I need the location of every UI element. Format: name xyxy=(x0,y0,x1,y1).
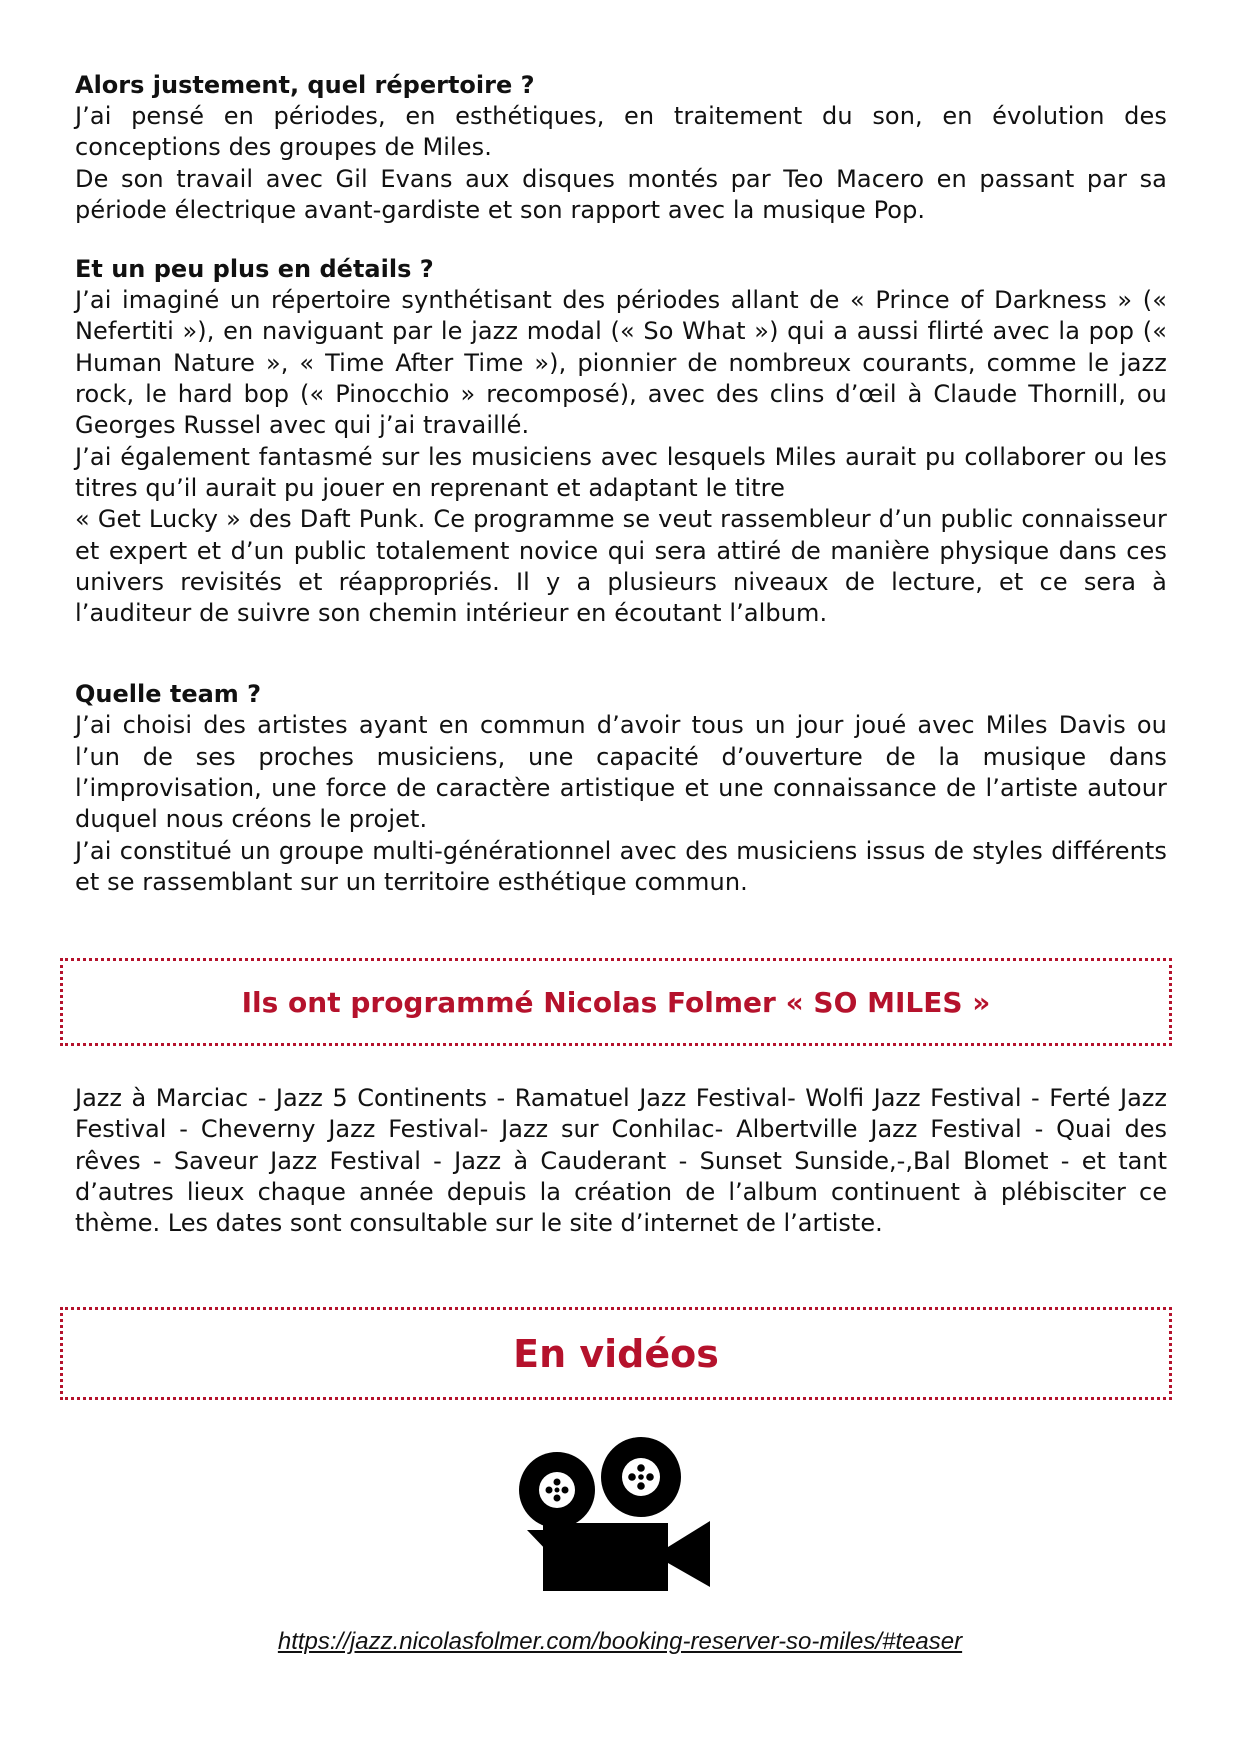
paragraph: De son travail avec Gil Evans aux disques montés par Teo Macero en passant par sa période électrique avant-gardiste et son rapport avec la musique Pop. xyxy=(75,164,1167,224)
paragraph: J’ai choisi des artistes ayant en commun d’avoir tous un jour joué avec Miles Davis ou l’un de ses proches musiciens, une capacité d’ouverture de la musique dans l’improvisation, une force de caractère artistique et une connaissance de l’artiste autour duquel nous créons le projet. xyxy=(75,711,1167,834)
paragraph: « Get Lucky » des Daft Punk. Ce programme se veut rassembleur d’un public connaisseur et expert et d’un public totalement novice qui sera attiré de manière physique dans ces univers revisités et réappropriés. Il y a plusieurs niveaux de lecture, et ce sera à l’auditeur de suivre son chemin intérieur en écoutant l’album. xyxy=(75,505,1167,628)
section-team xyxy=(75,679,1167,898)
section-heading: Et un peu plus en détails ? xyxy=(75,255,434,284)
programmed-title: Ils ont programmé Nicolas Folmer « SO MILES » xyxy=(241,985,991,1019)
section-heading: Quelle team ? xyxy=(75,680,262,709)
venues-list: Jazz à Marciac - Jazz 5 Continents - Ramatuel Jazz Festival- Wolfi Jazz Festival - Ferté Jazz Festival - Cheverny Jazz Festival- Jazz sur Conhilac- Albertville Jazz Festival - Quai des rêves - Saveur Jazz Festival - Jazz à Cauderant - Sunset Sunside,-,Bal Blomet - et tant d’autres lieux chaque année depuis la création de l’album continuent à plébisciter ce thème. Les dates sont consultable sur le site d’internet de l’artiste. xyxy=(75,1084,1167,1238)
main-content xyxy=(75,70,1167,898)
paragraph: J’ai imaginé un répertoire synthétisant des périodes allant de « Prince of Darkness » (« Nefertiti »), en naviguant par le jazz modal (« So What ») qui a aussi flirté avec la pop (« Human Nature », « Time After Time »), pionnier de nombreux courants, comme le jazz rock, le hard bop (« Pinocchio » recomposé), avec des clins d’œil à Claude Thornill, ou Georges Russel avec qui j’ai travaillé. xyxy=(75,286,1167,440)
videos-title: En vidéos xyxy=(513,1331,719,1376)
movie-camera-icon[interactable] xyxy=(515,1435,725,1605)
section-repertoire xyxy=(75,70,1167,226)
videos-banner xyxy=(60,1307,1172,1400)
programmed-banner xyxy=(60,958,1172,1046)
paragraph: J’ai également fantasmé sur les musiciens avec lesquels Miles aurait pu collaborer ou les titres qu’il aurait pu jouer en reprenant et adaptant le titre xyxy=(75,442,1167,502)
section-heading: Alors justement, quel répertoire ? xyxy=(75,71,535,99)
section-details xyxy=(75,254,1167,629)
paragraph: J’ai constitué un groupe multi-générationnel avec des musiciens issus de styles différents et se rassemblant sur un territoire esthétique commun. xyxy=(75,836,1167,896)
paragraph: J’ai pensé en périodes, en esthétiques, en traitement du son, en évolution des conceptions des groupes de Miles. xyxy=(75,102,1167,162)
teaser-link[interactable]: https://jazz.nicolasfolmer.com/booking-reserver-so-miles/#teaser xyxy=(277,1628,963,1655)
